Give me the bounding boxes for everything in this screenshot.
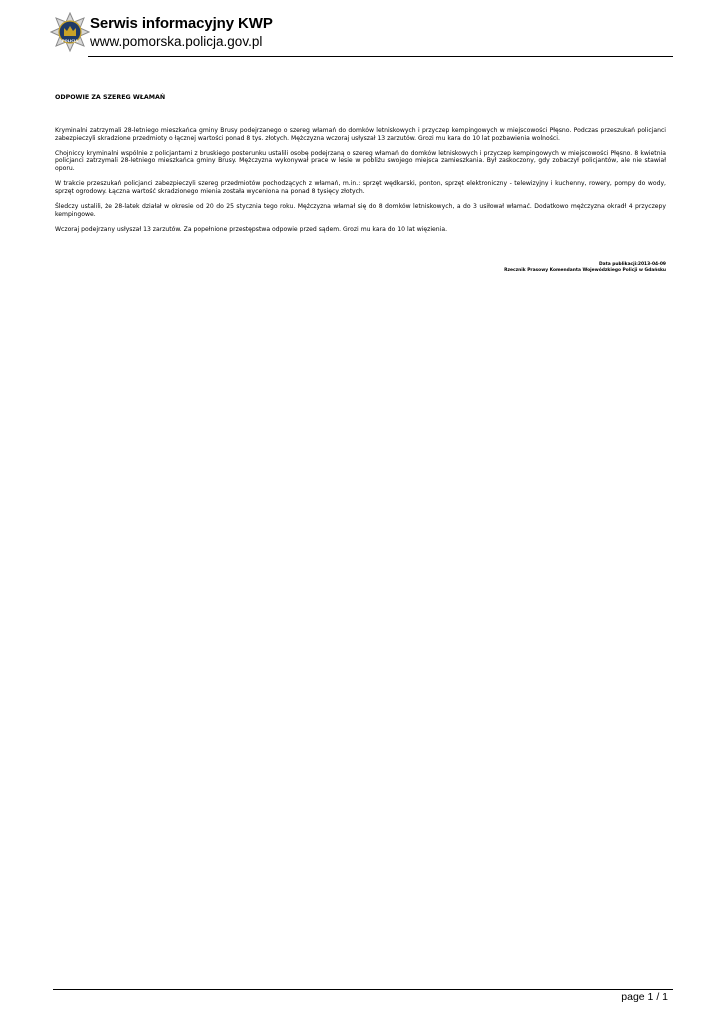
publication-info xyxy=(504,262,666,273)
logo-text: POLICJA xyxy=(61,39,79,43)
article-paragraph: Kryminalni zatrzymali 28-letniego mieszkańca gminy Brusy podejrzanego o szereg włamań do domków letniskowych i przyczep kempingowych w miejscowości Płęsno. Podczas przeszukań policjanci zabezpieczyli skradzione przedmioty o łącznej wartości ponad 8 tys. złotych. Mężczyzna wczoraj usłyszał 13 zarzutów. Grozi mu kara do 10 lat pozbawienia wolności. xyxy=(55,127,666,142)
article-paragraph: W trakcie przeszukań policjanci zabezpieczyli szereg przedmiotów pochodzących z włamań, m.in.: sprzęt wędkarski, ponton, sprzęt elektroniczny - telewizyjny i kuchenny, rowery, pompy do wody, sprzęt ogrodowy. Łączna wartość skradzionego mienia została wyceniona na ponad 8 tysięcy złotych. xyxy=(55,180,666,195)
article-title: ODPOWIE ZA SZEREG WŁAMAŃ xyxy=(55,94,166,101)
article-paragraph: Śledczy ustalili, że 28-latek działał w okresie od 20 do 25 stycznia tego roku. Mężczyzna włamał się do 8 domków letniskowych, a do 3 usiłował włamać. Dodatkowo mężczyzna okradł 4 przyczepy kempingowe. xyxy=(55,202,666,218)
article-paragraph: Wczoraj podejrzany usłyszał 13 zarzutów. Za popełnione przestępstwa odpowie przed sądem. Grozi mu kara do 10 lat więzienia. xyxy=(55,225,448,233)
site-title: Serwis informacyjny KWP xyxy=(90,15,273,32)
publication-author: Rzecznik Prasowy Komendanta Wojewódzkiego Policji w Gdańsku xyxy=(504,267,666,273)
site-url: www.pomorska.policja.gov.pl xyxy=(90,34,263,49)
page-header xyxy=(50,12,675,56)
page-number: page 1 / 1 xyxy=(621,991,668,1003)
publication-date: Data publikacji:2013-04-09 xyxy=(599,262,666,267)
article xyxy=(55,94,666,241)
article-paragraph: Chojniccy kryminalni wspólnie z policjantami z bruskiego posterunku ustalili osobę podejrzaną o szereg włamań do domków letniskowych i przyczep kempingowych w miejscowości Płęsno. 8 kwietnia policjanci zatrzymali 28-letniego mieszkańca gminy Brusy. Mężczyzna wykonywał prace w lesie w pobliżu swojego miejsca zamieszkania. Był zaskoczony, gdy zobaczył policjantów, ale nie stawiał oporu. xyxy=(55,149,666,172)
header-divider xyxy=(88,56,673,57)
police-star-badge-icon xyxy=(50,12,90,56)
footer-divider xyxy=(53,989,673,990)
